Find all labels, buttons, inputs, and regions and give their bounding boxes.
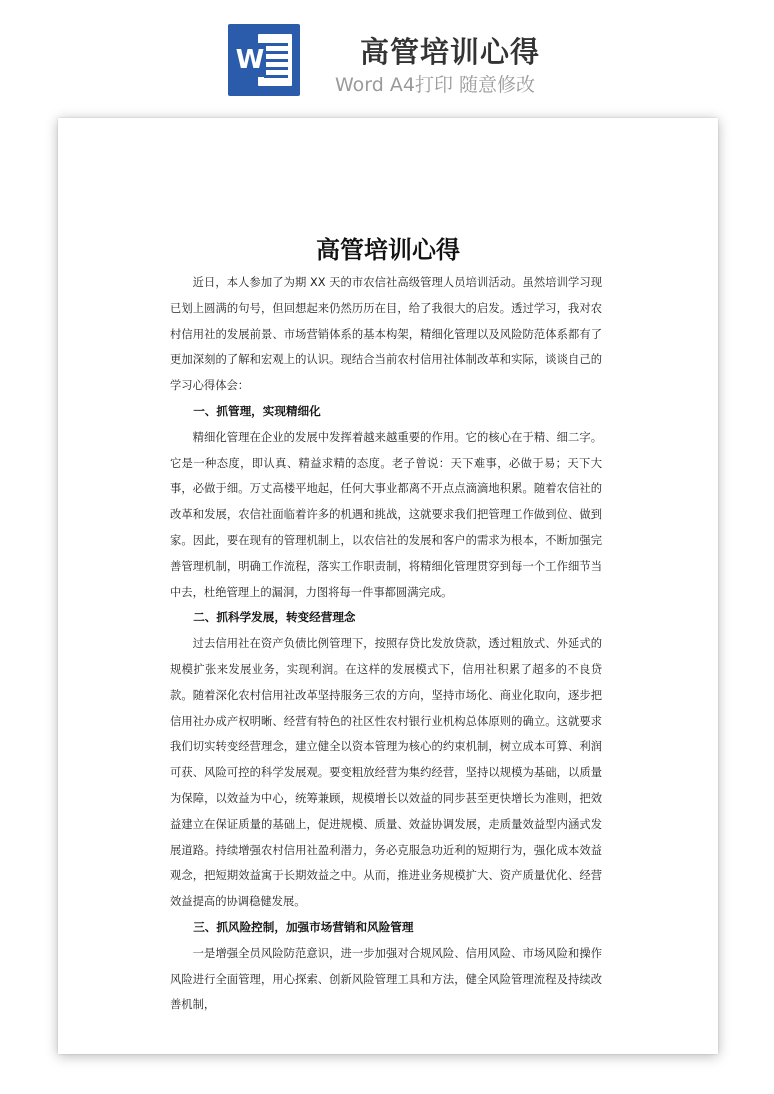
word-icon (228, 24, 300, 96)
section-heading-1: 一、抓管理，实现精细化 (193, 403, 321, 418)
section-heading-3: 三、抓风险控制，加强市场营销和风险管理 (193, 919, 414, 934)
section-paragraph-3: 一是增强全员风险防范意识，进一步加强对合规风险、信用风险、市场风险和操作风险进行全面管理，用心探索、创新风险管理工具和方法，健全风险管理流程及持续改善机制， (170, 946, 602, 1012)
section-paragraph-2: 过去信用社在资产负债比例管理下，按照存贷比发放贷款，透过粗放式、外延式的规模扩张来发展业务，实现利润。在这样的发展模式下，信用社积累了超多的不良贷款。随着深化农村信用社改革坚持服务三农的方向，坚持市场化、商业化取向，逐步把信用社办成产权明晰、经营有特色的社区性农村银行业机构总体原则的确立。这就要求我们切实转变经营理念，建立健全以资本管理为核心的约束机制，树立成本可算、利润可获、风险可控的科学发展观。要变粗放经营为集约经营，坚持以规模为基础，以质量为保障，以效益为中心，统筹兼顾，规模增长以效益的同步甚至更快增长为准则，把效益建立在保证质量的基础上，促进规模、质量、效益协调发展，走质量效益型内涵式发展道路。持续增强农村信用社盈利潜力，务必克服急功近利的短期行为，强化成本效益观念，把短期效益寓于长期效益之中。从而，推进业务规模扩大、资产质量优化、经营效益提高的协调稳健发展。 (170, 637, 602, 909)
section-heading-2: 二、抓科学发展，转变经营理念 (193, 610, 356, 625)
intro-paragraph: 近日，本人参加了为期 XX 天的市农信社高级管理人员培训活动。虽然培训学习现已划上圆满的句号，但回想起来仍然历历在目，给了我很大的启发。透过学习，我对农村信用社的发展前景、市场营销体系的基本构架，精细化管理以及风险防范体系都有了更加深刻的了解和宏观上的认识。现结合当前农村信用社体制改革和实际，谈谈自己的学习心得体会： (170, 276, 602, 393)
document-body (170, 270, 602, 1018)
banner-subtitle: Word A4打印 随意修改 (334, 74, 535, 96)
word-letter: W (235, 45, 265, 75)
banner (0, 0, 774, 118)
banner-title: 高管培训心得 (359, 35, 540, 69)
document-page (58, 118, 718, 1054)
document-title: 高管培训心得 (316, 236, 460, 264)
section-paragraph-1: 精细化管理在企业的发展中发挥着越来越重要的作用。它的核心在于精、细二字。它是一种态度，即认真、精益求精的态度。老子曾说：天下难事，必做于易；天下大事，必做于细。万丈高楼平地起，任何大事业都离不开点点滴滴地积累。随着农信社的改革和发展，农信社面临着许多的机遇和挑战，这就要求我们把管理工作做到位、做到家。因此，要在现有的管理机制上，以农信社的发展和客户的需求为根本，不断加强完善管理机制，明确工作流程，落实工作职责制，将精细化管理贯穿到每一个工作细节当中去，杜绝管理上的漏洞，力图将每一件事都圆满完成。 (170, 430, 602, 599)
